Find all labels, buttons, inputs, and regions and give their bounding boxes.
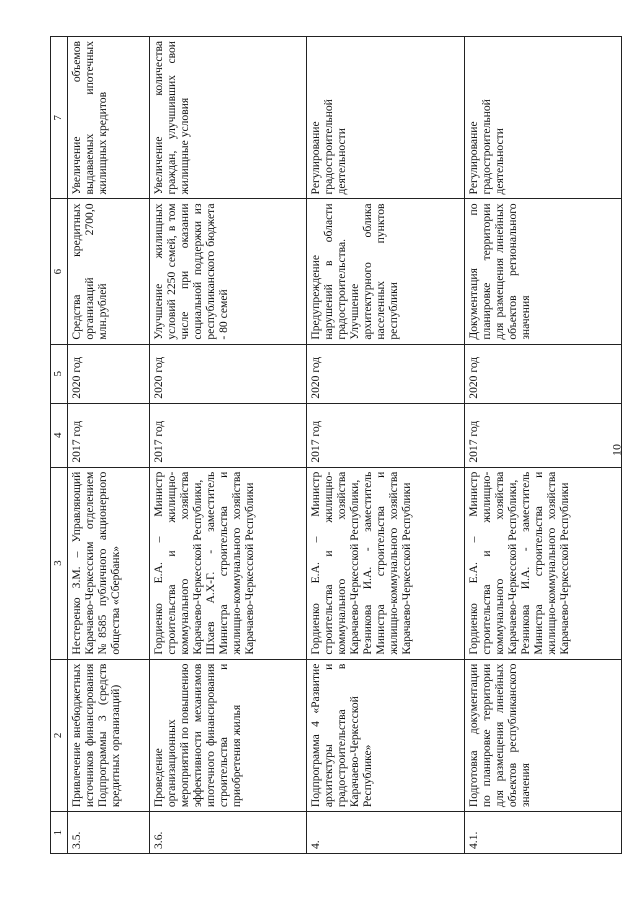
activity-name: Подпрограмма 4 «Развитие архитектуры и градостроительства в Карачаево-Черкесской Республике» (307, 659, 464, 812)
activity-name: Подготовка документации по планировке территории для размещения линейных объектов республиканского значения (464, 659, 621, 812)
header-col-1: 1 (51, 812, 68, 854)
header-col-7: 7 (51, 37, 68, 199)
header-col-6: 6 (51, 199, 68, 344)
header-col-2: 2 (51, 659, 68, 812)
end-date: 2020 год (150, 344, 307, 403)
impact-text: Увеличение количества граждан, улучшивших свои жилищные условия (150, 37, 307, 199)
responsible-cell (464, 467, 621, 659)
responsible-cell (307, 467, 464, 659)
responsible-person: Гордиенко Е.А. – Министр строительства и жилищно-коммунального хозяйства Карачаево-Черкесской Республики, (466, 471, 519, 655)
activity-name: Проведение организационных мероприятий по повышению эффективности механизмов ипотечного финансирования строительства и приобретения жилья (150, 659, 307, 812)
responsible-person: Гордиенко Е.А. – Министр строительства и жилищно-коммунального хозяйства Карачаево-Черкесской Республики, (309, 471, 362, 655)
expected-result-cell (307, 199, 464, 344)
expected-result: Средства кредитных организаций 2700,0 млн.рублей (70, 203, 109, 340)
impact-text: Увеличение объемов выдаваемых ипотечных жилищных кредитов (68, 37, 150, 199)
responsible-person: Резникова И.А. - заместитель Министра строительства и жилищно-коммунального хозяйства Карачаево-Черкесской Республики (361, 471, 414, 655)
responsible-person: Резникова И.А. - заместитель Министра строительства и жилищно-коммунального хозяйства Карачаево-Черкесской Республики (518, 471, 571, 655)
expected-result: Улучшение архитектурного облика населенных пунктов республики (348, 203, 401, 340)
row-number: 4.1. (464, 812, 621, 854)
start-date: 2017 год (464, 403, 621, 467)
start-date: 2017 год (150, 403, 307, 467)
expected-result-cell (150, 199, 307, 344)
impact-text: Регулирование градостроительной деятельности (464, 37, 621, 199)
end-date: 2020 год (307, 344, 464, 403)
table-row (68, 37, 150, 854)
row-number: 3.5. (68, 812, 150, 854)
responsible-cell (68, 467, 150, 659)
table-row (464, 37, 621, 854)
expected-result: Улучшение жилищных условий 2250 семей, в том числе при оказании социальной поддержки из республиканского бюджета - 80 семей (152, 203, 231, 340)
responsible-person: Нестеренко З.М. – Управляющий Карачаево-Черкесским отделением №8585 публичного акционерного общества «Сбербанк» (70, 471, 122, 655)
end-date: 2020 год (68, 344, 150, 403)
row-number: 3.6. (150, 812, 307, 854)
table-row (150, 37, 307, 854)
responsible-cell (150, 467, 307, 659)
row-number: 4. (307, 812, 464, 854)
page-number: 10 (609, 444, 624, 456)
rotated-table-wrapper (50, 36, 622, 854)
expected-result-cell (68, 199, 150, 344)
table-header-row (51, 37, 68, 854)
header-col-3: 3 (51, 467, 68, 659)
header-col-5: 5 (51, 344, 68, 403)
end-date: 2020 год (464, 344, 621, 403)
expected-result: Предупреждение нарушений в области градостроительства. (309, 203, 349, 340)
rotated-table-area (50, 36, 622, 854)
expected-result: Документация по планировке территории для размещения линейных объектов регионального значения (466, 203, 532, 340)
responsible-person: Гордиенко Е.А. – Министр строительства и жилищно-коммунального хозяйства Карачаево-Черкесской Республики, (152, 471, 205, 655)
header-col-4: 4 (51, 403, 68, 467)
start-date: 2017 год (68, 403, 150, 467)
table-row (307, 37, 464, 854)
impact-text: Регулирование градостроительной деятельности (307, 37, 464, 199)
activity-name: Привлечение внебюджетных источников финансирования Подпрограммы 3 (средств кредитных организаций) (68, 659, 150, 812)
responsible-person: Шхаев А.Х-Г. - заместитель Министра строительства и жилищно-коммунального хозяйства Карачаево-Черкесской Республики (204, 471, 257, 655)
expected-result-cell (464, 199, 621, 344)
program-activities-table (50, 36, 622, 854)
start-date: 2017 год (307, 403, 464, 467)
